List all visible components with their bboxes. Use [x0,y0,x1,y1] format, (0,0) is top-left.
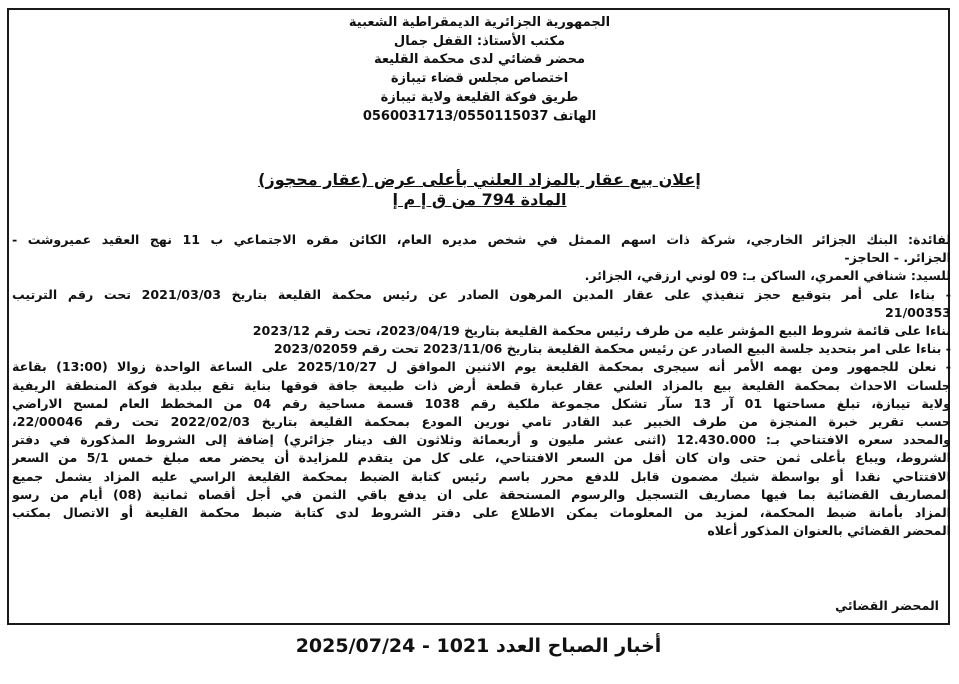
bailiff-header [0,14,959,126]
body-line-order-number: 21/00353 [885,304,951,320]
header-line-jurisdiction: اختصاص مجلس قضاء تيبازة [390,71,569,87]
body-line-beneficiary: لفائدة: البنك الجزائر الخارجي، شركة ذات اسهم الممثل في شخص مديره العام، الكائن مقره الاجتماعي ب 11 نهج العقيد عميروشت - [12,232,951,247]
title-line-article: المادة 794 من ق إ م إ [392,190,567,209]
title-line-main: إعلان بيع عقار بالمزاد العلني بأعلى عرض (عقار محجوز) [258,170,701,189]
body-line-seizer: الجزائر. - الحاجز- [844,250,951,266]
header-line-state: الجمهورية الجزائرية الديمقراطية الشعبية [348,15,611,30]
header-line-office: مكتب الأستاذ: القفل جمال [393,33,566,49]
header-line-bailiff: محضر قضائي لدى محكمة القليعة [373,52,586,68]
body-line-debtor: للسيد: شنافي العمري، الساكن بـ: 09 لوني ارزقي، الجزائر. [584,268,951,284]
body-line-seizure-order: - بناءا على أمر بتوقيع حجز تنفيذي على عقار المدين المرهون الصادر عن رئيس محكمة القليعة بتاريخ 2021/03/03 تحت رقم الترتيب [12,286,951,302]
announcement-title [0,170,959,210]
body-line-terms: الشروط، ويباع بأعلى ثمن حتى وان كان أقل من السعر الافتتاحي، على كل من يتقدم للمزايدة أن يحضر معه مبلغ خمس 5/1 من السعر [12,450,951,466]
body-line-payment: الافتتاحي نقدا أو بواسطة شيك مضمون قابل للدفع محرر باسم رئيس كتابة الضبط بمحكمة القليعة الراسي عليه المزاد يشمل جميع [12,468,951,484]
header-line-address: طريق فوكة القليعة ولاية تيبازة [380,89,579,105]
footer-issue: أخبار الصباح العدد 1021 - 2025/07/24 [295,635,662,657]
body-line-price: والمحدد سعره الافتتاحي بـ: 12.430.000 (اثنى عشر مليون و أربعمائة وثلاثون الف دينار جزائري) إضافة إلى الشروط المذكورة في دفتر [12,432,951,448]
body-line-conditions: بناءا على قائمة شروط البيع المؤشر عليه من طرف رئيس محكمة القليعة بتاريخ 2023/04/19، تحت رقم 2023/12 [252,323,951,339]
signature: المحضر القضائي [835,598,939,613]
body-line-area: ولاية تيبازة، تبلغ مساحتها 01 آر 13 سآر تشكل مجموعة ملكية رقم 1038 قسمة مساحية رقم 04 من المخطط العام لمسح الاراضي [12,395,951,411]
announcement-body [12,231,951,540]
body-line-fees: المصاريف القضائية بما فيها مصاريف التسجيل والرسوم المستحقة على ان يدفع باقي الثمن في أجل أقصاه ثمانية (08) أيام من رسو [12,486,951,502]
body-line-session-order: - بناءا على امر بتحديد جلسة البيع الصادر عن رئيس محكمة القليعة بتاريخ 2023/11/06 تحت رقم 2023/02059 [273,341,951,357]
newspaper-footer [7,625,950,684]
header-line-phone: الهاتف 0560031713/0550115037 [362,108,597,124]
body-line-info: المزاد بأمانة ضبط المحكمة، لمزيد من المعلومات يمكن الاطلاع على دفتر الشروط لدى كتابة ضبط محكمة القليعة أو الاتصال بمكتب [12,505,951,521]
body-line-contact: المحضر القضائي بالعنوان المذكور أعلاه [707,523,951,539]
body-line-sale-date: - نعلن للجمهور ومن يهمه الأمر أنه سيجرى بمحكمة القليعة يوم الاثنين الموافق ل 2025/10/27 على الساعة الواحدة زوالا (13:00) بقاعة [12,359,951,375]
body-line-property: جلسات الاحداث بمحكمة القليعة بيع بالمزاد العلني عقار عبارة قطعة أرض ذات طبيعة جافة فوقها بناية تقع ببلدية فوكة المنطقة الريفية [12,377,951,393]
body-line-expertise: حسب تقرير خبرة المنجزة من طرف الخبير عبد القادر تامي نورين المودع بمحكمة القليعة بتاريخ 2022/02/03 تحت رقم 22/00046، [12,414,951,430]
